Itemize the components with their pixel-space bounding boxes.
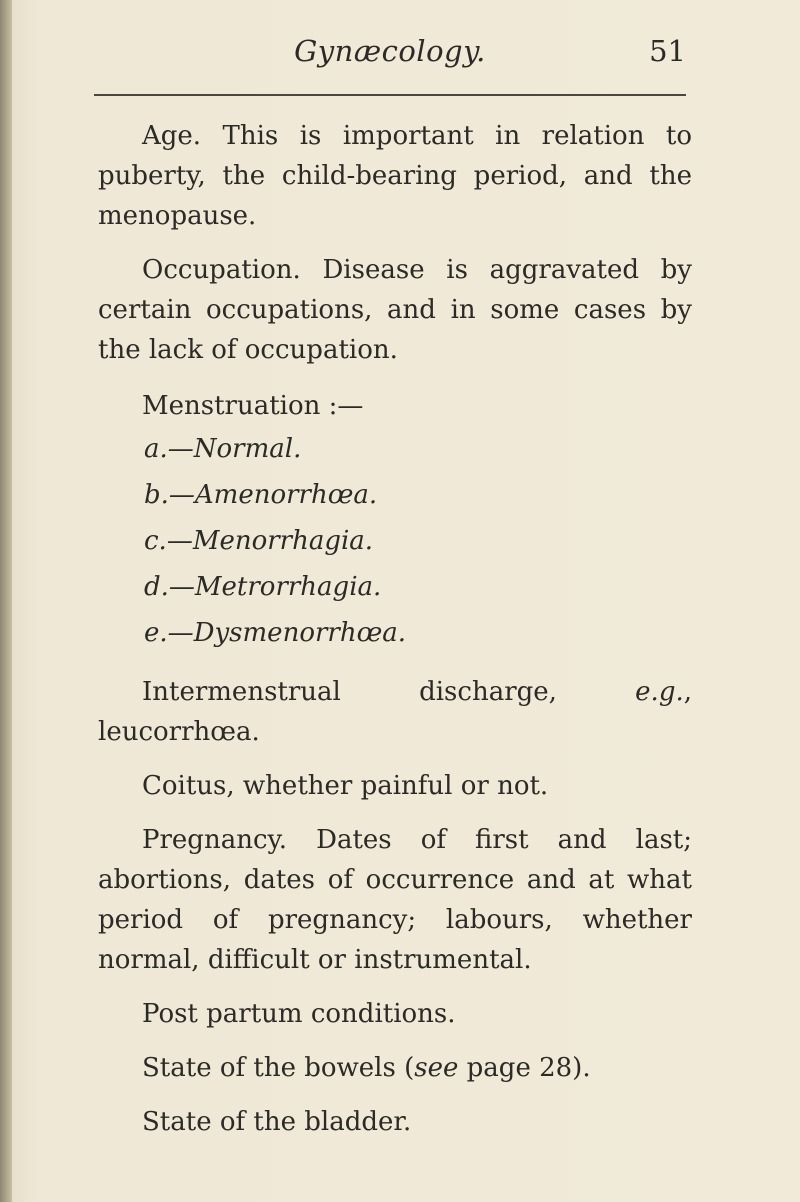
page-binding-edge bbox=[0, 0, 12, 1202]
age-text: This is important in relation to puberty, the child-bearing period, and the menopause. bbox=[98, 121, 692, 231]
post-partum-paragraph: Post partum conditions. bbox=[142, 999, 456, 1029]
bladder-paragraph: State of the bladder. bbox=[142, 1107, 412, 1137]
page-number: 51 bbox=[649, 34, 686, 68]
header-rule bbox=[94, 94, 686, 96]
running-title: Gynæcology. bbox=[294, 34, 486, 68]
menstruation-heading: Menstruation :— bbox=[142, 391, 364, 421]
occupation-paragraph bbox=[98, 250, 692, 370]
bowels-text: State of the bowels ( bbox=[142, 1053, 415, 1083]
intermenstrual-text: Intermenstrual discharge, bbox=[142, 677, 557, 707]
bowels-see: see bbox=[414, 1053, 459, 1083]
pregnancy-text: Dates of first and last; abortions, dates of occurrence and at what period of pregnancy; labours, whether normal, difficult or instrumental. bbox=[98, 825, 692, 975]
bowels-page-ref: page 28). bbox=[458, 1053, 591, 1083]
coitus-paragraph: Coitus, whether painful or not. bbox=[142, 771, 549, 801]
menstruation-item-b: b.—Amenorrhœa. bbox=[144, 480, 378, 510]
page-header bbox=[94, 34, 686, 78]
bowels-paragraph bbox=[98, 1048, 692, 1088]
age-paragraph bbox=[98, 116, 692, 236]
intermenstrual-eg: e.g. bbox=[635, 677, 684, 707]
intermenstrual-paragraph bbox=[98, 672, 692, 752]
page-body bbox=[98, 116, 692, 1142]
menstruation-item-d: d.—Metrorrhagia. bbox=[144, 572, 382, 602]
menstruation-item-e: e.—Dysmenorrhœa. bbox=[144, 618, 407, 648]
intermenstrual-rest: , leucorrhœa. bbox=[98, 677, 692, 747]
menstruation-item-a: a.—Normal. bbox=[144, 434, 302, 464]
menstruation-list bbox=[98, 426, 692, 656]
menstruation-item-c: c.—Menorrhagia. bbox=[144, 526, 374, 556]
age-term: Age. bbox=[142, 121, 202, 151]
occupation-term: Occupation. bbox=[142, 255, 301, 285]
pregnancy-term: Pregnancy. bbox=[142, 825, 288, 855]
occupation-text: Disease is aggravated by certain occupations, and in some cases by the lack of occupation. bbox=[98, 255, 692, 365]
pregnancy-paragraph bbox=[98, 820, 692, 980]
